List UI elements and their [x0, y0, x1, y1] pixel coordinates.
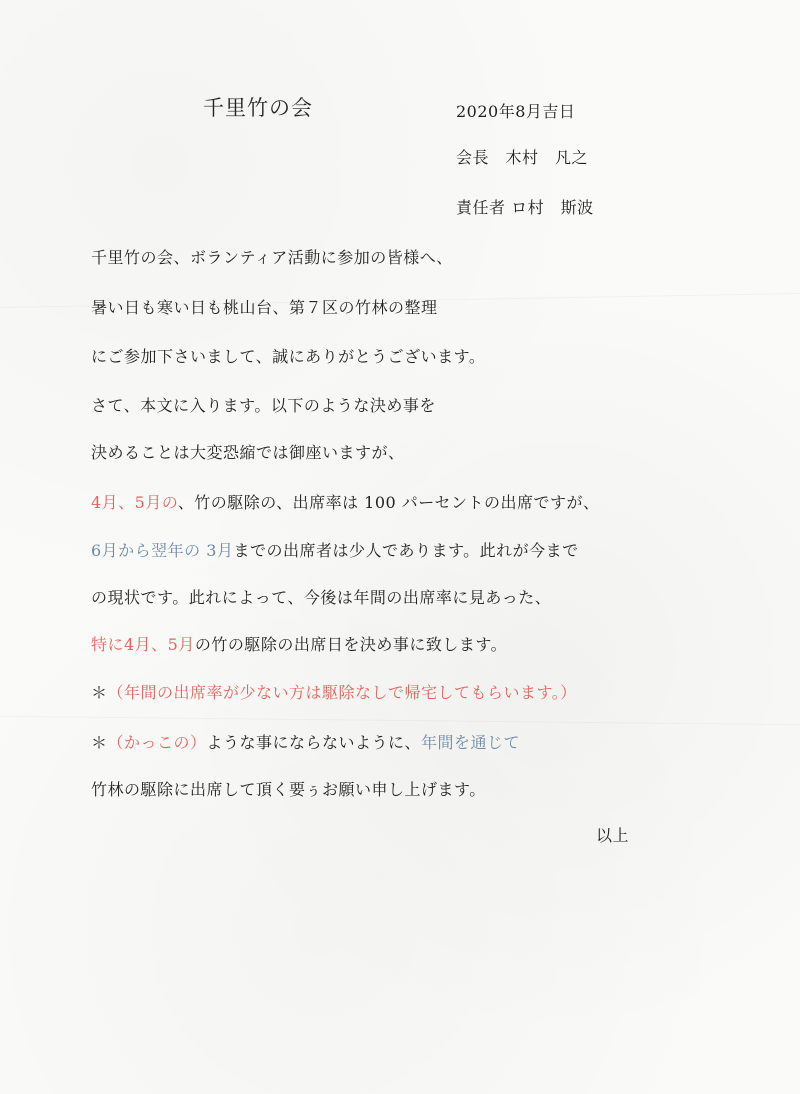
- highlight-red: 4月、5月の: [91, 493, 178, 512]
- asterisk-mark: ＊: [91, 683, 108, 702]
- body-text: の竹の駆除の出席日を決め事に致します。: [194, 635, 508, 654]
- body-line: [91, 683, 577, 703]
- body-text: 、竹の駆除の、出席率は 100 パーセントの出席ですが、: [177, 493, 600, 512]
- responsible-person: 責任者 ロ村 斯波: [456, 198, 594, 217]
- body-line: にご参加下さいまして、誠にありがとうございます。: [91, 347, 486, 366]
- highlight-red: （年間の出席率が少ない方は駆除なしで帰宅してもらいます。）: [107, 683, 577, 702]
- body-line: さて、本文に入ります。以下のような決め事を: [91, 396, 436, 415]
- highlight-blue: 年間を通じて: [421, 733, 521, 752]
- body-line: [91, 493, 600, 513]
- highlight-red: （かっこの）: [107, 733, 207, 752]
- body-line: の現状です。此れによって、今後は年間の出席率に見あった、: [91, 588, 552, 607]
- document-date: 2020年8月吉日: [456, 102, 576, 121]
- body-line: [91, 635, 507, 655]
- org-title: 千里竹の会: [203, 96, 313, 120]
- asterisk-mark: ＊: [91, 733, 108, 752]
- body-text: ような事にならないように、: [206, 733, 422, 752]
- paper-crease: [0, 716, 800, 725]
- highlight-blue: 6月から翌年の 3月: [91, 541, 234, 560]
- body-text: までの出席者は少人であります。此れが今まで: [233, 541, 579, 560]
- closing-mark: 以上: [596, 826, 630, 845]
- chairman-name: 会長 木村 凡之: [456, 148, 589, 167]
- body-line: 竹林の駆除に出席して頂く要ぅお願い申し上げます。: [91, 780, 486, 799]
- body-line: 決めることは大変恐縮では御座いますが、: [91, 443, 405, 462]
- body-line: 暑い日も寒い日も桃山台、第７区の竹林の整理: [91, 298, 438, 317]
- body-line: 千里竹の会、ボランティア活動に参加の皆様へ、: [91, 248, 453, 267]
- body-line: [91, 733, 520, 753]
- highlight-red: 特に4月、5月: [91, 635, 195, 654]
- body-line: [91, 541, 579, 561]
